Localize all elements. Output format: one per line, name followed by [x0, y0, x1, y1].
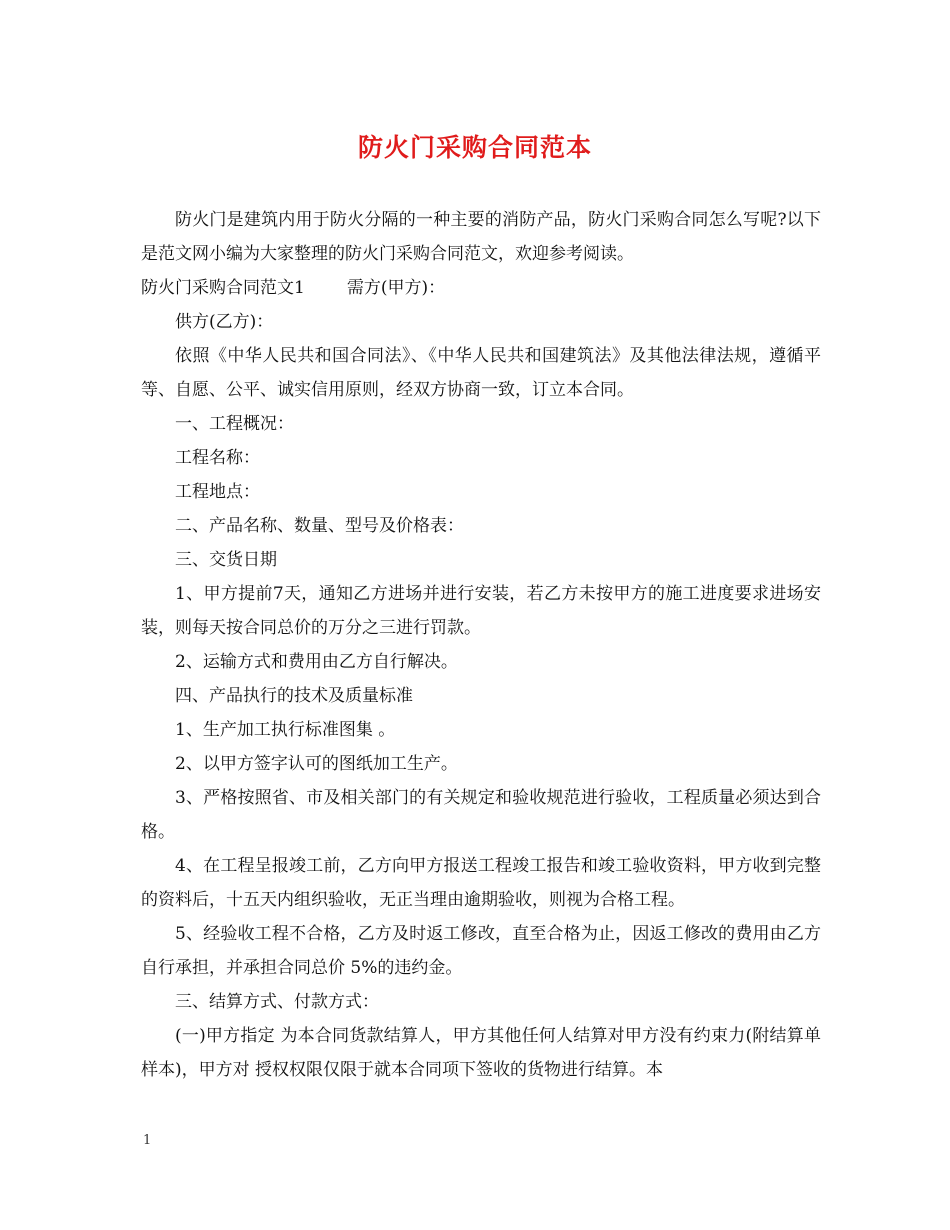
- quality-item-4: 4、在工程呈报竣工前，乙方向甲方报送工程竣工报告和竣工验收资料，甲方收到完整的资料后，十五天内组织验收，无正当理由逾期验收，则视为合格工程。: [141, 856, 821, 910]
- heading-delivery: 三、交货日期: [175, 550, 277, 570]
- quality-item-2: 2、以甲方签字认可的图纸加工生产。: [175, 754, 458, 774]
- quality-item-5: 5、经验收工程不合格，乙方及时返工修改，直至合格为止，因返工修改的费用由乙方自行承担，并承担合同总价 5%的违约金。: [141, 924, 821, 978]
- delivery-item-1: 1、甲方提前7天，通知乙方进场并进行安装，若乙方未按甲方的施工进度要求进场安装，则每天按合同总价的万分之三进行罚款。: [141, 584, 821, 638]
- document-body: [141, 203, 821, 1087]
- basis-paragraph: 依照《中华人民共和国合同法》、《中华人民共和国建筑法》及其他法律法规，遵循平等、自愿、公平、诚实信用原则，经双方协商一致，订立本合同。: [141, 346, 821, 400]
- quality-item-3: 3、严格按照省、市及相关部门的有关规定和验收规范进行验收，工程质量必须达到合格。: [141, 788, 821, 842]
- heading-project-overview: 一、工程概况：: [175, 414, 294, 434]
- party-a-label: 需方(甲方)：: [346, 278, 446, 298]
- intro-paragraph: 防火门是建筑内用于防火分隔的一种主要的消防产品，防火门采购合同怎么写呢?以下是范文网小编为大家整理的防火门采购合同范文，欢迎参考阅读。: [141, 210, 821, 264]
- settlement-item-1: (一)甲方指定 为本合同货款结算人，甲方其他任何人结算对甲方没有约束力(附结算单样本)，甲方对 授权权限仅限于就本合同项下签收的货物进行结算。本: [141, 1026, 821, 1080]
- heading-settlement: 三、结算方式、付款方式：: [175, 992, 379, 1012]
- delivery-item-2: 2、运输方式和费用由乙方自行解决。: [175, 652, 458, 672]
- heading-quality: 四、产品执行的技术及质量标准: [175, 686, 413, 706]
- section-label: 防火门采购合同范文1: [141, 278, 305, 298]
- section-line: [141, 271, 821, 305]
- heading-products: 二、产品名称、数量、型号及价格表：: [175, 516, 464, 536]
- document-title: 防火门采购合同范本: [357, 133, 592, 162]
- project-name-line: 工程名称：: [175, 448, 260, 468]
- quality-item-1: 1、生产加工执行标准图集 。: [175, 720, 396, 740]
- page-number: 1: [143, 1133, 152, 1148]
- project-location-line: 工程地点：: [175, 482, 260, 502]
- party-b-label: 供方(乙方)：: [175, 312, 274, 332]
